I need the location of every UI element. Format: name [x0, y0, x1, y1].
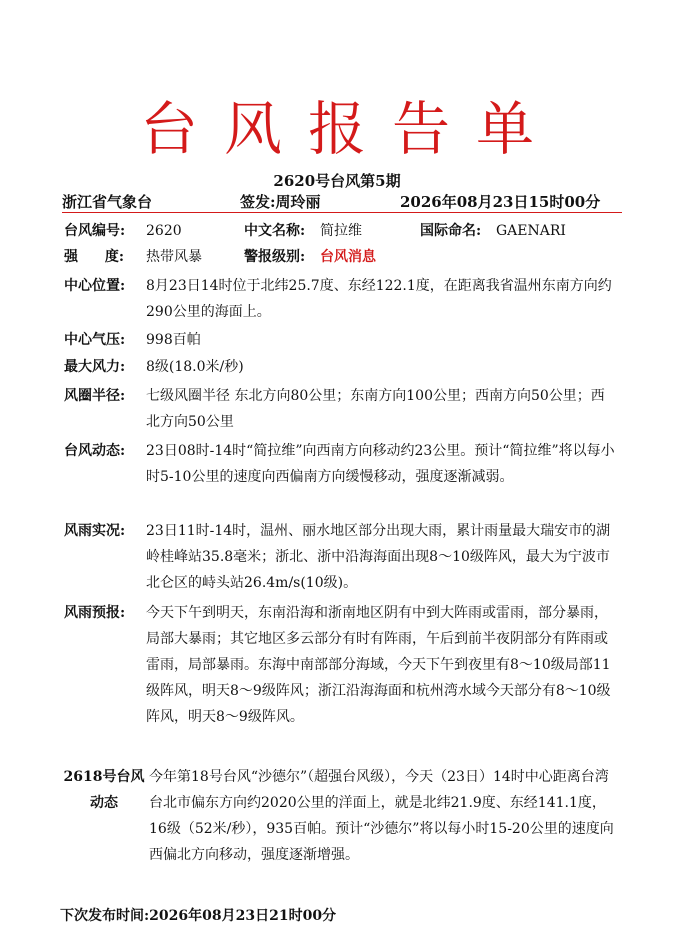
- observed-weather-value: 23日11时-14时，温州、丽水地区部分出现大雨，累计雨量最大瑞安市的湖岭桂峰站35.8毫米；浙北、浙中沿海海面出现8～10级阵风，最大为宁波市北仑区的峙头站26.4m/s(10级)。: [146, 523, 611, 591]
- observed-weather-label: 风雨实况:: [64, 523, 126, 539]
- info-row-number: [64, 218, 624, 244]
- cn-name-label: 中文名称:: [244, 223, 306, 239]
- center-position-label: 中心位置:: [64, 278, 126, 294]
- typhoon-trend-label: 台风动态:: [64, 443, 126, 459]
- report-headline: [62, 190, 622, 213]
- other-typhoon-text: 今年第18号台风“沙德尔”（超强台风级），今天（23日）14时中心距离台湾台北市偏东方向约2020公里的洋面上，就是北纬21.9度、东经141.1度，16级（52米/秒），935百帕。预计“沙德尔”将以每小时15-20公里的速度向西偏北方向移动，强度逐渐增强。: [149, 769, 614, 863]
- cn-name-value: 简拉维: [320, 223, 362, 239]
- issue-datetime: 2026年08月23日15时00分: [400, 193, 601, 211]
- max-wind-row: [64, 354, 624, 380]
- pressure-row: [64, 327, 624, 353]
- intensity-label: [64, 244, 124, 270]
- weather-forecast-row: [64, 600, 624, 730]
- center-position-value: 8月23日14时位于北纬25.7度、东经122.1度，在距离我省温州东南方向约290公里的海面上。: [146, 278, 612, 320]
- typhoon-number-label: 台风编号:: [64, 223, 126, 239]
- issue-number: 2620号台风第5期: [273, 172, 401, 190]
- typhoon-trend-row: [64, 438, 624, 516]
- other-typhoon-label-line1: 2618号台风: [63, 769, 145, 785]
- signer: 签发:周玲丽: [240, 193, 321, 211]
- alert-level-value: 台风消息: [320, 249, 376, 265]
- other-typhoon-label: [62, 764, 146, 816]
- other-typhoon-label-line2: 动态: [90, 795, 118, 811]
- intl-name-label: 国际命名:: [420, 223, 482, 239]
- wind-radius-value: 七级风圈半径 东北方向80公里；东南方向100公里；西南方向50公里；西北方向50公里: [146, 388, 605, 430]
- info-row-intensity: [64, 244, 624, 270]
- wind-radius-row: [64, 383, 624, 435]
- intensity-label-text: 强 度:: [64, 249, 125, 265]
- max-wind-value: 8级(18.0米/秒): [146, 359, 244, 375]
- typhoon-trend-value: 23日08时-14时“简拉维”向西南方向移动约23公里。预计“简拉维”将以每小时5-10公里的速度向西偏南方向缓慢移动，强度逐渐减弱。: [146, 443, 615, 485]
- report-title: 台风报告单: [139, 95, 560, 163]
- weather-forecast-label: 风雨预报:: [64, 605, 126, 621]
- observed-weather-row: [64, 518, 624, 596]
- max-wind-label: 最大风力:: [64, 359, 126, 375]
- weather-forecast-value: 今天下午到明天，东南沿海和浙南地区阴有中到大阵雨或雷雨，部分暴雨，局部大暴雨；其它地区多云部分有时有阵雨，午后到前半夜阴部分有阵雨或雷雨，局部暴雨。东海中南部部分海域，今天下午到夜里有8～10级局部11级阵风，明天8～9级阵风；浙江沿海海面和杭州湾水域今天部分有8～10级阵风，明天8～9级阵风。: [146, 605, 611, 725]
- intensity-value: 热带风暴: [146, 249, 202, 265]
- center-position-row: [64, 273, 624, 325]
- wind-radius-label: 风圈半径:: [64, 388, 126, 404]
- intl-name-value: GAENARI: [496, 223, 566, 239]
- pressure-value: 998百帕: [146, 332, 201, 348]
- agency-name: 浙江省气象台: [62, 193, 153, 211]
- alert-level-label: 警报级别:: [244, 249, 306, 265]
- pressure-label: 中心气压:: [64, 332, 126, 348]
- next-release-time: 下次发布时间:2026年08月23日21时00分: [60, 908, 337, 924]
- typhoon-number-value: 2620: [146, 223, 182, 239]
